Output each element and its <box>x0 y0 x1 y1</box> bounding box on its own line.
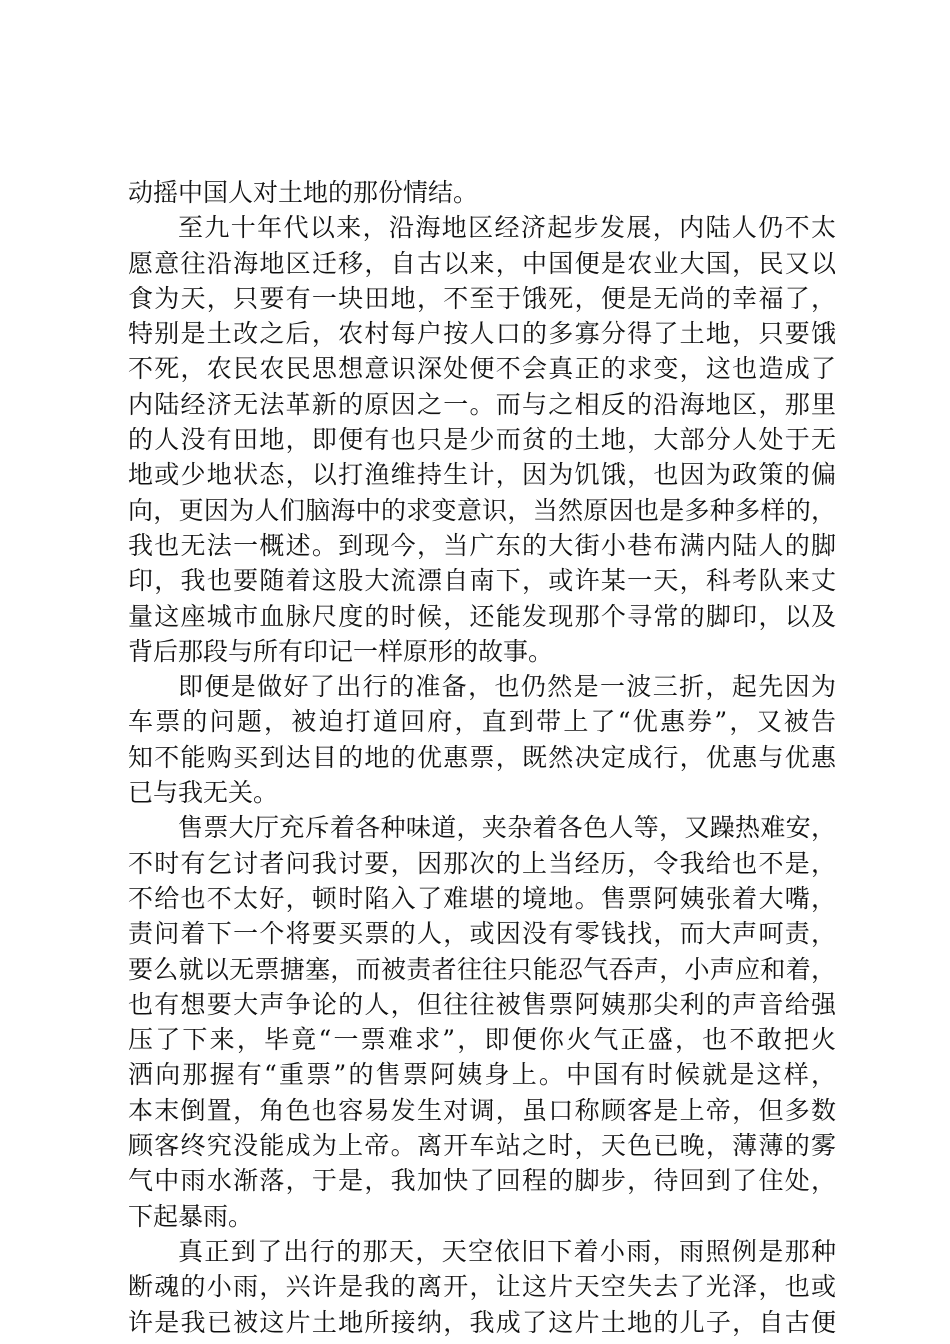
text-line: 食为天，只要有一块田地，不至于饿死，便是无尚的幸福了， <box>128 283 836 313</box>
text-line: 特别是土改之后，农村每户按人口的多寡分得了土地，只要饿 <box>128 319 836 349</box>
text-line: 向，更因为人们脑海中的求变意识，当然原因也是多种多样的， <box>128 495 836 525</box>
text-line: 动摇中国人对土地的那份情结。 <box>128 178 479 207</box>
text-line: 我也无法一概述。到现今，当广东的大街小巷布满内陆人的脚 <box>128 530 836 560</box>
text-line: 洒向那握有“重票”的售票阿姨身上。中国有时候就是这样， <box>128 1060 836 1090</box>
text-line: 至九十年代以来，沿海地区经济起步发展，内陆人仍不太 <box>178 213 836 243</box>
text-line: 要么就以无票搪塞，而被责者往往只能忍气吞声，小声应和着， <box>128 954 836 984</box>
text-line: 量这座城市血脉尺度的时候，还能发现那个寻常的脚印，以及 <box>128 601 836 631</box>
text-line: 气中雨水渐落，于是，我加快了回程的脚步，待回到了住处， <box>128 1166 836 1196</box>
text-line: 也有想要大声争论的人，但往往被售票阿姨那尖利的声音给强 <box>128 989 836 1019</box>
text-line: 压了下来，毕竟“一票难求”，即便你火气正盛，也不敢把火 <box>128 1025 836 1055</box>
text-line: 背后那段与所有印记一样原形的故事。 <box>128 636 554 666</box>
text-line: 地或少地状态，以打渔维持生计，因为饥饿，也因为政策的偏 <box>128 460 836 490</box>
text-line: 不死，农民农民思想意识深处便不会真正的求变，这也造成了 <box>128 354 836 384</box>
text-line: 已与我无关。 <box>128 778 279 808</box>
text-line: 不给也不太好，顿时陷入了难堪的境地。售票阿姨张着大嘴， <box>128 883 836 913</box>
text-line: 售票大厅充斥着各种味道，夹杂着各色人等，又躁热难安， <box>178 813 836 843</box>
text-line: 印，我也要随着这股大流漂自南下，或许某一天，科考队来丈 <box>128 566 836 596</box>
text-line: 责问着下一个将要买票的人，或因没有零钱找，而大声呵责， <box>128 919 836 949</box>
text-line: 顾客终究没能成为上帝。离开车站之时，天色已晚，薄薄的雾 <box>128 1131 836 1161</box>
text-line: 愿意往沿海地区迁移，自古以来，中国便是农业大国，民又以 <box>128 248 836 278</box>
text-line: 知不能购买到达目的地的优惠票，既然决定成行，优惠与优惠 <box>128 742 836 772</box>
body-text <box>128 175 836 1340</box>
text-line: 真正到了出行的那天，天空依旧下着小雨，雨照例是那种 <box>178 1236 836 1266</box>
text-line: 车票的问题，被迫打道回府，直到带上了“优惠券”，又被告 <box>128 707 836 737</box>
text-line: 内陆经济无法革新的原因之一。而与之相反的沿海地区，那里 <box>128 389 836 419</box>
text-line: 即便是做好了出行的准备，也仍然是一波三折，起先因为 <box>178 672 836 702</box>
text-line: 许是我已被这片土地所接纳，我成了这片土地的儿子，自古便 <box>128 1307 836 1337</box>
text-line: 断魂的小雨，兴许是我的离开，让这片天空失去了光泽，也或 <box>128 1272 836 1302</box>
text-line: 本末倒置，角色也容易发生对调，虽口称顾客是上帝，但多数 <box>128 1095 836 1125</box>
text-line: 的人没有田地，即便有也只是少而贫的土地，大部分人处于无 <box>128 425 836 455</box>
text-line: 下起暴雨。 <box>128 1201 254 1231</box>
text-line: 不时有乞讨者问我讨要，因那次的上当经历，令我给也不是， <box>128 848 836 878</box>
